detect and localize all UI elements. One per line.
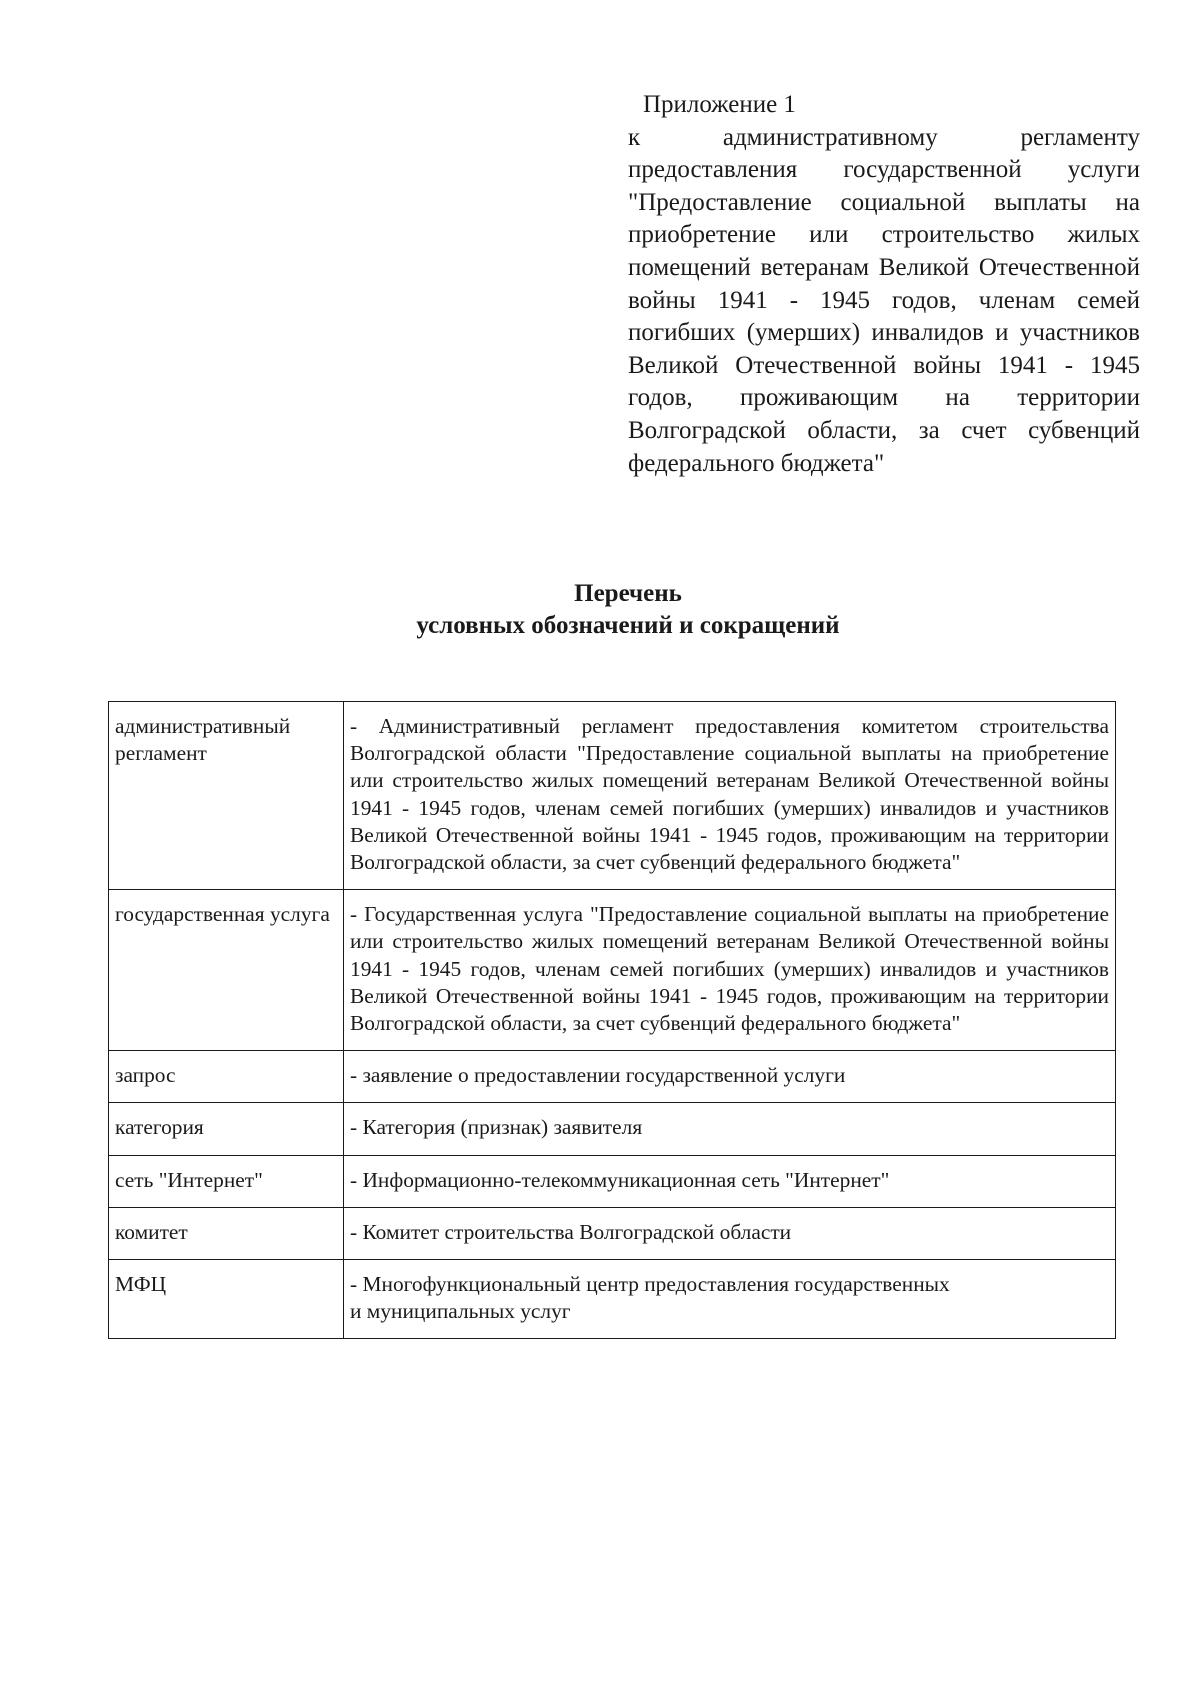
term-cell: запрос <box>109 1051 344 1103</box>
table-row <box>109 1260 1116 1339</box>
table-row <box>109 890 1116 1051</box>
definition-cell: - заявление о предоставлении государственной услуги <box>344 1051 1116 1103</box>
term-cell: комитет <box>109 1207 344 1259</box>
term-cell: сеть "Интернет" <box>109 1155 344 1207</box>
term-cell: МФЦ <box>109 1260 344 1339</box>
appendix-title: Приложение 1 <box>643 91 796 118</box>
definition-line: и муниципальных услуг <box>350 1299 571 1324</box>
abbreviations-table <box>108 701 1116 1339</box>
table-row <box>109 1207 1116 1259</box>
definition-cell: - Административный регламент предоставления комитетом строительства Волгоградской области "Предоставление социальной выплаты на приобретение или строительство жилых помещений ветеранам Великой Отечественной войны 1941 - 1945 годов, членам семей погибших (умерших) инвалидов и участников Великой Отечественной войны 1941 - 1945 годов, проживающим на территории Волгоградской области, за счет субвенций федерального бюджета" <box>344 702 1116 890</box>
document-heading <box>0 578 1200 642</box>
appendix-header <box>628 89 1140 480</box>
term-cell: категория <box>109 1103 344 1155</box>
appendix-reference: к административному регламенту предоставления государственной услуги "Предоставление социальной выплаты на приобретение или строительство жилых помещений ветеранам Великой Отечественной войны 1941 - 1945 годов, членам семей погибших (умерших) инвалидов и участников Великой Отечественной войны 1941 - 1945 годов, проживающим на территории Волгоградской области, за счет субвенций федерального бюджета" <box>628 123 1140 477</box>
table-row <box>109 702 1116 890</box>
definition-line: - Многофункциональный центр предоставления государственных <box>350 1272 950 1297</box>
term-cell: административный регламент <box>109 702 344 890</box>
table-row <box>109 1051 1116 1103</box>
definition-cell <box>344 1260 1116 1339</box>
definition-cell: - Категория (признак) заявителя <box>344 1103 1116 1155</box>
definition-cell: - Комитет строительства Волгоградской области <box>344 1207 1116 1259</box>
heading-line-2: условных обозначений и сокращений <box>416 612 840 639</box>
term-cell: государственная услуга <box>109 890 344 1051</box>
definition-cell: - Государственная услуга "Предоставление социальной выплаты на приобретение или строительство жилых помещений ветеранам Великой Отечественной войны 1941 - 1945 годов, членам семей погибших (умерших) инвалидов и участников Великой Отечественной войны 1941 - 1945 годов, проживающим на территории Волгоградской области, за счет субвенций федерального бюджета" <box>344 890 1116 1051</box>
table-row <box>109 1103 1116 1155</box>
table-row <box>109 1155 1116 1207</box>
definition-cell: - Информационно-телекоммуникационная сеть "Интернет" <box>344 1155 1116 1207</box>
heading-line-1: Перечень <box>574 580 682 607</box>
